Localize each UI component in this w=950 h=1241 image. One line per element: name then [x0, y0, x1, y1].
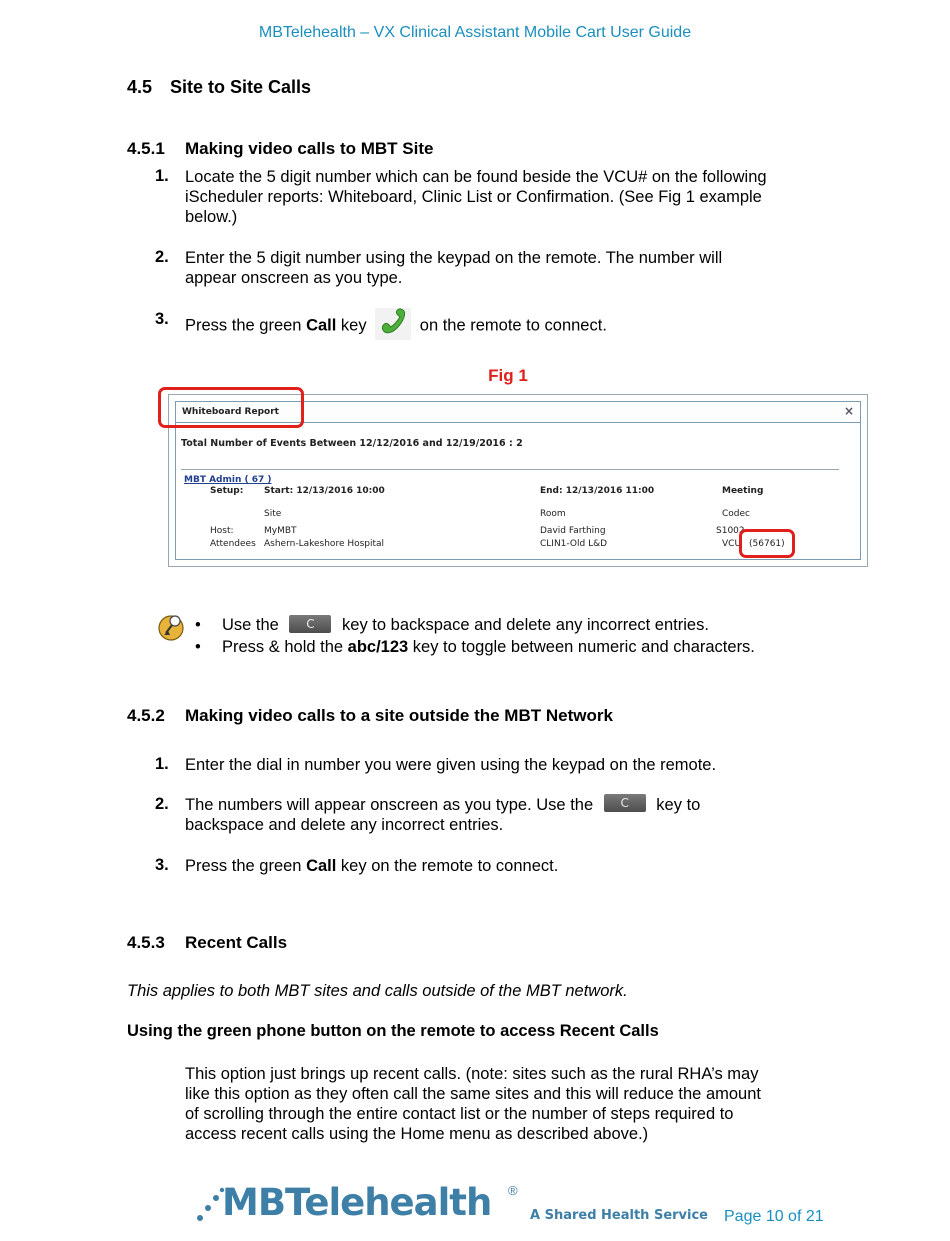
report-title: Whiteboard Report — [182, 407, 279, 417]
section-4-5-1-title: Making video calls to MBT Site — [185, 139, 434, 158]
section-4-5-3-title: Recent Calls — [185, 933, 288, 952]
section-4-5-number: 4.5 — [127, 77, 153, 97]
s2-step-2-text — [185, 795, 825, 835]
section-4-5-2-number: 4.5.2 — [127, 706, 165, 725]
tip-1-pre: Use the — [222, 616, 284, 634]
c-key-icon: C — [289, 615, 331, 633]
mbtelehealth-logo — [196, 1181, 536, 1228]
figure-title: Fig 1 — [488, 366, 528, 385]
attendee-room: CLIN1-Old L&D — [540, 539, 608, 549]
attendees-label: Attendees — [210, 539, 256, 549]
step-2-line-1: Enter the 5 digit number using the keypad on the remote. The number will — [185, 249, 723, 267]
s2-step-2-post: key to — [651, 796, 701, 814]
tip-1-text — [222, 616, 709, 635]
step-3-pre: Press the green — [185, 316, 307, 335]
step-1-line-3: below.) — [185, 208, 238, 226]
para-line-4: access recent calls using the Home menu as described above.) — [185, 1125, 649, 1143]
s2-step-2-line-1 — [185, 795, 825, 815]
host-codec: S1002 — [716, 526, 745, 536]
step-1-line-1: Locate the 5 digit number which can be found beside the VCU# on the following — [185, 168, 767, 186]
close-icon: × — [843, 404, 854, 418]
s2-step-2-line-2: backspace and delete any incorrect entries. — [185, 816, 504, 834]
c-key-icon-2: C — [604, 794, 646, 812]
s2-step-3-text — [185, 856, 825, 876]
step-2-line-2: appear onscreen as you type. — [185, 269, 403, 287]
host-label: Host: — [210, 526, 234, 536]
s2-step-3-pre: Press the green — [185, 857, 307, 875]
host-site: MyMBT — [264, 526, 297, 536]
step-3-text — [185, 310, 825, 342]
s2-step-1-number: 1. — [155, 755, 169, 773]
step-3-number: 3. — [155, 310, 169, 328]
s2-step-2-pre: The numbers will appear onscreen as you type. Use the — [185, 796, 598, 814]
green-phone-icon — [375, 308, 411, 340]
tip-1-bullet: • — [195, 616, 201, 634]
s2-step-3-call: Call — [306, 857, 337, 875]
step-1-number: 1. — [155, 167, 169, 185]
page-header: MBTelehealth – VX Clinical Assistant Mobile Cart User Guide — [258, 24, 692, 41]
s2-step-2-number: 2. — [155, 795, 169, 813]
room-label: Room — [540, 509, 566, 519]
section-4-5-3-number: 4.5.3 — [127, 933, 165, 952]
step-3-mid: key — [336, 316, 367, 335]
para-line-3: of scrolling through the entire contact list or the number of steps required to — [185, 1105, 734, 1123]
page-number: Page 10 of 21 — [724, 1208, 824, 1225]
s2-step-3-post: key on the remote to connect. — [336, 857, 559, 875]
logo-text: MBTelehealth — [222, 1181, 492, 1224]
tip-2-post: key to toggle between numeric and characters. — [408, 638, 755, 656]
recent-calls-intro: This applies to both MBT sites and calls outside of the MBT network. — [127, 982, 628, 1000]
site-label: Site — [264, 509, 282, 519]
meeting-label: Meeting — [722, 486, 764, 496]
tip-2-bold: abc/123 — [347, 638, 409, 656]
tip-2-bullet: • — [195, 638, 201, 656]
setup-label: Setup: — [210, 486, 244, 496]
logo-registered: ® — [508, 1183, 518, 1198]
section-4-5-2-title: Making video calls to a site outside the MBT Network — [185, 706, 613, 725]
highlight-vcu-number — [739, 529, 795, 558]
step-1-text — [185, 167, 825, 227]
step-2-text — [185, 248, 825, 288]
attendee-vcu-number: (56761) — [749, 539, 785, 549]
step-2-number: 2. — [155, 248, 169, 266]
recent-calls-paragraph — [185, 1064, 825, 1144]
start-time: Start: 12/13/2016 10:00 — [264, 486, 385, 496]
tip-pin-icon — [156, 611, 186, 641]
codec-label: Codec — [722, 509, 750, 519]
step-3-post: on the remote to connect. — [415, 316, 607, 335]
highlight-report-title — [158, 387, 304, 428]
report-admin-link[interactable]: MBT Admin ( 67 ) — [184, 475, 272, 485]
tip-2-pre: Press & hold the — [222, 638, 348, 656]
section-4-5-title: Site to Site Calls — [170, 77, 312, 97]
para-line-2: like this option as they often call the same sites and this will reduce the amount — [185, 1085, 761, 1103]
host-room: David Farthing — [540, 526, 606, 536]
recent-calls-subheading: Using the green phone button on the remote to access Recent Calls — [127, 1022, 659, 1040]
footer-tagline: A Shared Health Service — [530, 1208, 709, 1223]
step-3-call: Call — [306, 316, 337, 335]
attendee-site: Ashern-Lakeshore Hospital — [264, 539, 385, 549]
tip-1-post: key to backspace and delete any incorrect entries. — [337, 616, 709, 634]
s2-step-1-text: Enter the dial in number you were given using the keypad on the remote. — [185, 756, 717, 774]
para-line-1: This option just brings up recent calls. (note: sites such as the rural RHA’s may — [185, 1065, 759, 1083]
report-divider — [181, 469, 839, 470]
tip-2-text — [222, 638, 755, 657]
report-total-line: Total Number of Events Between 12/12/2016 and 12/19/2016 : 2 — [181, 438, 523, 449]
end-time: End: 12/13/2016 11:00 — [540, 486, 655, 496]
step-1-line-2: iScheduler reports: Whiteboard, Clinic List or Confirmation. (See Fig 1 example — [185, 188, 762, 206]
s2-step-3-number: 3. — [155, 856, 169, 874]
section-4-5-1-number: 4.5.1 — [127, 139, 165, 158]
attendee-codec-label: VCU — [722, 539, 742, 549]
